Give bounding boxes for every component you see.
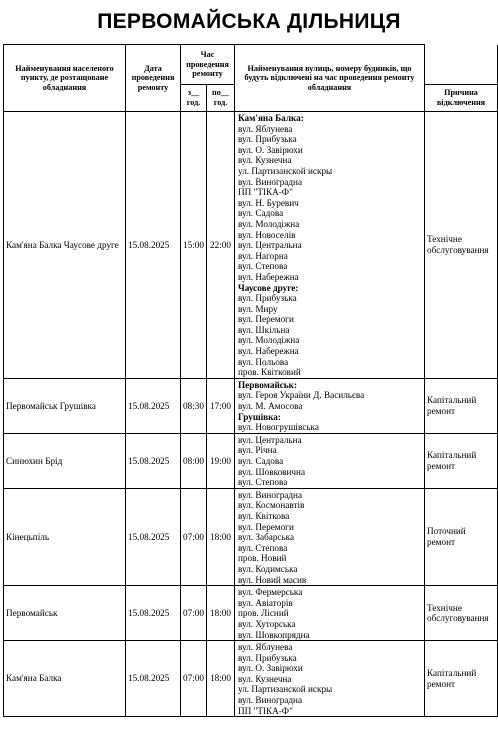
time-to-cell: 18:00 [207, 641, 235, 717]
reason-cell: Поточний ремонт [425, 488, 498, 585]
street-item: вул. О. Завірюхи [238, 663, 303, 674]
time-from-cell: 08:30 [181, 378, 207, 433]
street-item: ул. Партизанской искры [238, 684, 333, 695]
time-from-cell: 15:00 [181, 112, 207, 379]
street-item: вул. Кодимська [238, 563, 298, 574]
street-item: вул. Центральна [238, 240, 302, 251]
street-item: вул. О. Завірюхи [238, 144, 303, 155]
street-item: вул. Миру [238, 303, 278, 314]
street-item: вул. Яблунева [238, 123, 293, 134]
settlement-cell: Кам'яна Балка Чаусове друге [4, 112, 126, 379]
street-item: вул. Набережна [238, 271, 299, 282]
street-item: вул. Прибузька [238, 652, 297, 663]
street-group-label: Кам'яна Балка: [238, 113, 304, 123]
street-item: вул. Фермерська [238, 587, 303, 598]
page-title: ПЕРВОМАЙСЬКА ДІЛЬНИЦЯ [97, 10, 401, 33]
street-item: вул. Садова [238, 208, 284, 219]
street-item: вул. Степова [238, 542, 288, 553]
reason-cell: Технічне обслуговування [425, 112, 498, 379]
settlement-cell: Кам'яна Балка [4, 641, 126, 717]
time-from-cell: 07:00 [181, 488, 207, 585]
street-item: вул. Кузнечна [238, 673, 292, 684]
street-item: вул. Прибузька [238, 293, 297, 304]
streets-cell [235, 433, 425, 488]
table-row [4, 586, 498, 641]
street-item: вул. Річна [238, 445, 277, 456]
header-time: Час проведення ремонту [181, 45, 235, 85]
street-item: вул. Виноградна [238, 489, 303, 500]
header-reason: Причина відключення [425, 85, 498, 112]
street-item: ПП "ТІКА-Ф" [238, 705, 293, 716]
date-cell: 15.08.2025 [126, 378, 181, 433]
street-item: вул. Перемоги [238, 314, 294, 325]
street-item: вул. Космонавтів [238, 500, 305, 511]
street-item: пров. Лісний [238, 608, 289, 619]
settlement-cell: Первомайськ Грушівка [4, 378, 126, 433]
street-item: вул. Садова [238, 456, 284, 466]
street-item: вул. Молодіжна [238, 218, 300, 229]
streets-cell [235, 641, 425, 717]
header-date: Дата проведення ремонту [126, 45, 181, 112]
outage-table [3, 44, 498, 717]
settlement-cell: Кінецьпіль [4, 488, 126, 585]
street-item: пров. Квітковий [238, 367, 301, 378]
date-cell: 15.08.2025 [126, 433, 181, 488]
streets-cell [235, 488, 425, 585]
reason-cell: Капітальний ремонт [425, 641, 498, 717]
table-row [4, 433, 498, 488]
time-to-cell: 18:00 [207, 586, 235, 641]
time-to-cell: 18:00 [207, 488, 235, 585]
street-item: вул. Перемоги [238, 521, 294, 532]
street-item: вул. Степова [238, 477, 288, 488]
table-row [4, 378, 498, 433]
street-item: вул. Квіткова [238, 510, 290, 521]
time-to-cell: 19:00 [207, 433, 235, 488]
street-item: ПП "ТІКА-Ф" [238, 187, 293, 198]
street-item: вул. Виноградна [238, 176, 303, 187]
streets-cell [235, 586, 425, 641]
time-to-cell: 17:00 [207, 378, 235, 433]
street-item: вул. Н. Буревич [238, 197, 299, 208]
table-row [4, 641, 498, 717]
street-item: вул. Нагорна [238, 250, 288, 261]
street-item: вул. Героя України Д. Васильєва [238, 390, 365, 401]
street-group-label: Чаусове друге: [238, 282, 299, 293]
reason-cell: Капітальний ремонт [425, 378, 498, 433]
header-reason-spacer [425, 45, 498, 85]
street-item: вул. Шовковична [238, 466, 306, 477]
time-from-cell: 08:00 [181, 433, 207, 488]
street-item: пров. Новий [238, 553, 287, 564]
street-item: вул. Шовкопрядна [238, 629, 310, 640]
header-time-to: по__ год. [207, 85, 235, 112]
street-item: вул. Яблунева [238, 642, 293, 653]
street-item: вул. Забарська [238, 532, 295, 543]
street-item: вул. Новий масив [238, 574, 307, 585]
street-item: ул. Партизанской искры [238, 165, 333, 176]
street-item: вул. Прибузька [238, 134, 297, 145]
date-cell: 15.08.2025 [126, 586, 181, 641]
street-group-label: Грушівка: [238, 411, 281, 422]
time-to-cell: 22:00 [207, 112, 235, 379]
date-cell: 15.08.2025 [126, 488, 181, 585]
settlement-cell: Первомайськ [4, 586, 126, 641]
street-item: вул. Центральна [238, 434, 302, 445]
streets-cell [235, 378, 425, 433]
streets-cell [235, 112, 425, 379]
header-time-from: з__ год. [181, 85, 207, 112]
reason-cell: Капітальний ремонт [425, 433, 498, 488]
date-cell: 15.08.2025 [126, 641, 181, 717]
street-item: вул. Кузнечна [238, 155, 292, 166]
table-row [4, 488, 498, 585]
street-item: вул. Хуторська [238, 618, 296, 629]
street-item: вул. Польова [238, 356, 289, 367]
street-item: вул. Новогрушівська [238, 422, 319, 433]
time-from-cell: 07:00 [181, 586, 207, 641]
street-item: вул. Новоселів [238, 229, 296, 240]
street-item: вул. М. Амосова [238, 401, 303, 412]
street-item: вул. Виноградна [238, 695, 303, 706]
street-item: вул. Молодіжна [238, 335, 300, 346]
settlement-cell: Синюхин Брід [4, 433, 126, 488]
street-item: вул. Набережна [238, 346, 299, 357]
street-item: вул. Степова [238, 261, 288, 272]
table-row [4, 112, 498, 379]
header-streets: Найменування вулиць, номеру будинків, що будуть відключені на час проведення ремонту обладнання [235, 45, 425, 112]
reason-cell: Технічне обслуговування [425, 586, 498, 641]
date-cell: 15.08.2025 [126, 112, 181, 379]
street-item: вул. Авіаторів [238, 597, 293, 608]
header-settlement: Найменування населеного пункту, де розтащоване обладнання [4, 45, 126, 112]
time-from-cell: 07:00 [181, 641, 207, 717]
street-group-label: Первомайськ: [238, 379, 298, 390]
street-item: вул. Шкільна [238, 324, 290, 335]
